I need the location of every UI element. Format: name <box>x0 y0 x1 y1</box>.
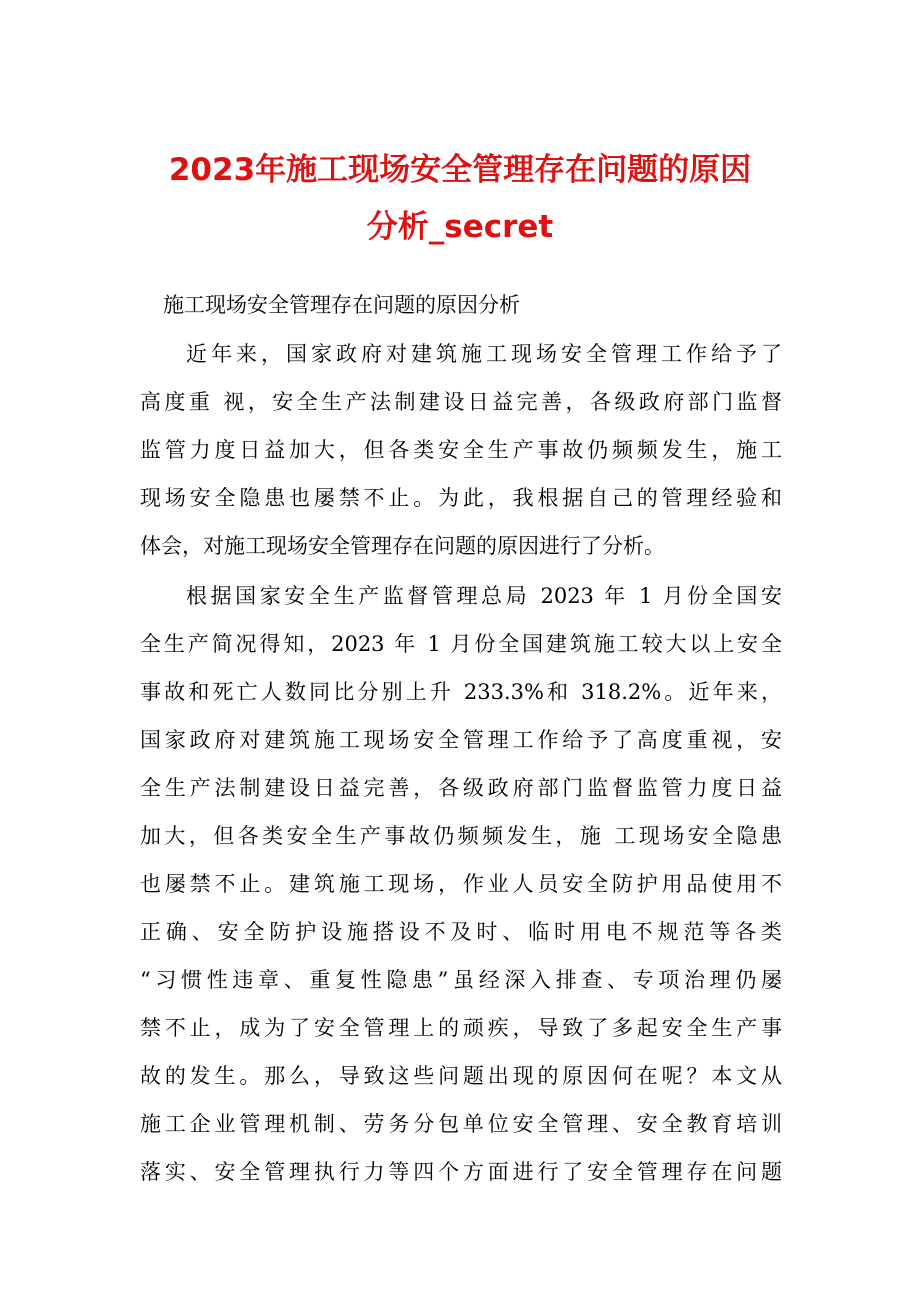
paragraph-2-line: 加大，但各类安全生产事故仍频频发生，施 工现场安全隐患 <box>140 824 782 848</box>
paragraph-2-line: 正确、安全防护设施搭设不及时、临时用电不规范等各类 <box>140 920 782 944</box>
paragraph-2-line: 施工企业管理机制、劳务分包单位安全管理、安全教育培训 <box>140 1112 782 1136</box>
document-title-line-2: 分析_secret <box>366 209 554 245</box>
paragraph-2-line: 全生产简况得知，2023 年 1 月份全国建筑施工较大以上安全 <box>140 632 782 656</box>
paragraph-2-line: 落实、安全管理执行力等四个方面进行了安全管理存在问题 <box>140 1160 782 1184</box>
document-subtitle: 施工现场安全管理存在问题的原因分析 <box>163 293 520 317</box>
paragraph-2-line: 事故和死亡人数同比分别上升 233.3%和 318.2%。近年来， <box>140 680 782 704</box>
paragraph-2-line: 故的发生。那么，导致这些问题出现的原因何在呢？本文从 <box>140 1064 782 1088</box>
paragraph-2-line: 禁不止，成为了安全管理上的顽疾，导致了多起安全生产事 <box>140 1016 782 1040</box>
paragraph-2-line: 也屡禁不止。建筑施工现场，作业人员安全防护用品使用不 <box>140 872 782 896</box>
paragraph-1-line: 高度重 视，安全生产法制建设日益完善，各级政府部门监督 <box>140 390 782 414</box>
paragraph-2-line: 根据国家安全生产监督管理总局 2023 年 1 月份全国安 <box>186 584 782 608</box>
paragraph-1-line: 监管力度日益加大，但各类安全生产事故仍频频发生，施工 <box>140 438 782 462</box>
paragraph-1-line: 体会，对施工现场安全管理存在问题的原因进行了分析。 <box>140 534 665 558</box>
document-title-line-1: 2023年施工现场安全管理存在问题的原因 <box>168 152 752 188</box>
paragraph-2-line: 国家政府对建筑施工现场安全管理工作给予了高度重视，安 <box>140 728 782 752</box>
paragraph-2-line: 全生产法制建设日益完善，各级政府部门监督监管力度日益 <box>140 776 782 800</box>
paragraph-1-line: 现场安全隐患也屡禁不止。为此，我根据自己的管理经验和 <box>140 486 782 510</box>
paragraph-1-line: 近年来，国家政府对建筑施工现场安全管理工作给予了 <box>186 342 782 366</box>
paragraph-2-line: “习惯性违章、重复性隐患”虽经深入排查、专项治理仍屡 <box>140 968 782 992</box>
